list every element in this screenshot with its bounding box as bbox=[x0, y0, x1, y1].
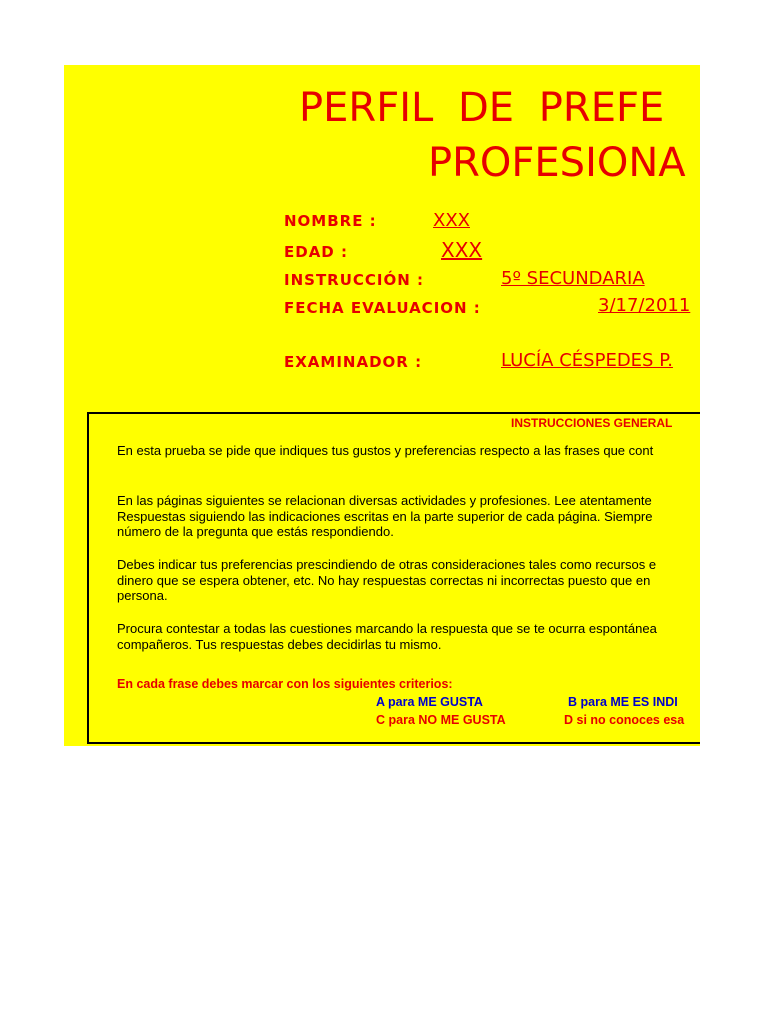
paragraph-line: En esta prueba se pide que indiques tus gustos y preferencias respecto a las frases que cont bbox=[117, 443, 654, 458]
paragraph-line: Respuestas siguiendo las indicaciones escritas en la parte superior de cada página. Siempre bbox=[117, 508, 653, 524]
page-title-line-1: PERFIL DE PREFE bbox=[299, 85, 665, 131]
instruccion-value[interactable]: 5º SECUNDARIA bbox=[501, 268, 645, 289]
instructions-paragraph-1 bbox=[117, 443, 700, 459]
criterion-d: D si no conoces esa bbox=[564, 713, 685, 727]
edad-label: EDAD : bbox=[284, 243, 348, 261]
examinador-label: EXAMINADOR : bbox=[284, 353, 423, 371]
criterion-c: C para NO ME GUSTA bbox=[376, 713, 506, 727]
nombre-label: NOMBRE : bbox=[284, 212, 377, 230]
page-title-line-2: PROFESIONA bbox=[428, 140, 686, 186]
fecha-value[interactable]: 3/17/2011 bbox=[598, 295, 691, 316]
paragraph-line: En las páginas siguientes se relacionan diversas actividades y profesiones. Lee atentamente bbox=[117, 493, 652, 508]
edad-value[interactable]: XXX bbox=[441, 238, 483, 262]
nombre-value[interactable]: XXX bbox=[433, 210, 470, 231]
spreadsheet-sheet bbox=[64, 65, 700, 746]
examinador-value[interactable]: LUCÍA CÉSPEDES P. bbox=[501, 350, 673, 371]
paragraph-line: Debes indicar tus preferencias prescindiendo de otras consideraciones tales como recursos e bbox=[117, 557, 657, 572]
instructions-heading: INSTRUCCIONES GENERAL bbox=[511, 416, 673, 430]
paragraph-line: compañeros. Tus respuestas debes decidirlas tu mismo. bbox=[117, 636, 442, 652]
paragraph-line: número de la pregunta que estás respondiendo. bbox=[117, 524, 394, 539]
instructions-box bbox=[87, 412, 700, 744]
instructions-paragraph-3 bbox=[117, 557, 700, 604]
paragraph-line: Procura contestar a todas las cuestiones marcando la respuesta que se te ocurra espontánea bbox=[117, 621, 657, 636]
instruccion-label: INSTRUCCIÓN : bbox=[284, 271, 425, 289]
paragraph-line: dinero que se espera obtener, etc. No hay respuestas correctas ni incorrectas puesto que en bbox=[117, 572, 651, 588]
fecha-label: FECHA EVALUACION : bbox=[284, 299, 481, 317]
criteria-intro: En cada frase debes marcar con los siguientes criterios: bbox=[117, 677, 453, 691]
instructions-paragraph-2 bbox=[117, 493, 700, 540]
paragraph-line: persona. bbox=[117, 588, 168, 603]
instructions-paragraph-4 bbox=[117, 621, 700, 652]
criterion-b: B para ME ES INDI bbox=[568, 695, 678, 709]
criterion-a: A para ME GUSTA bbox=[376, 695, 483, 709]
